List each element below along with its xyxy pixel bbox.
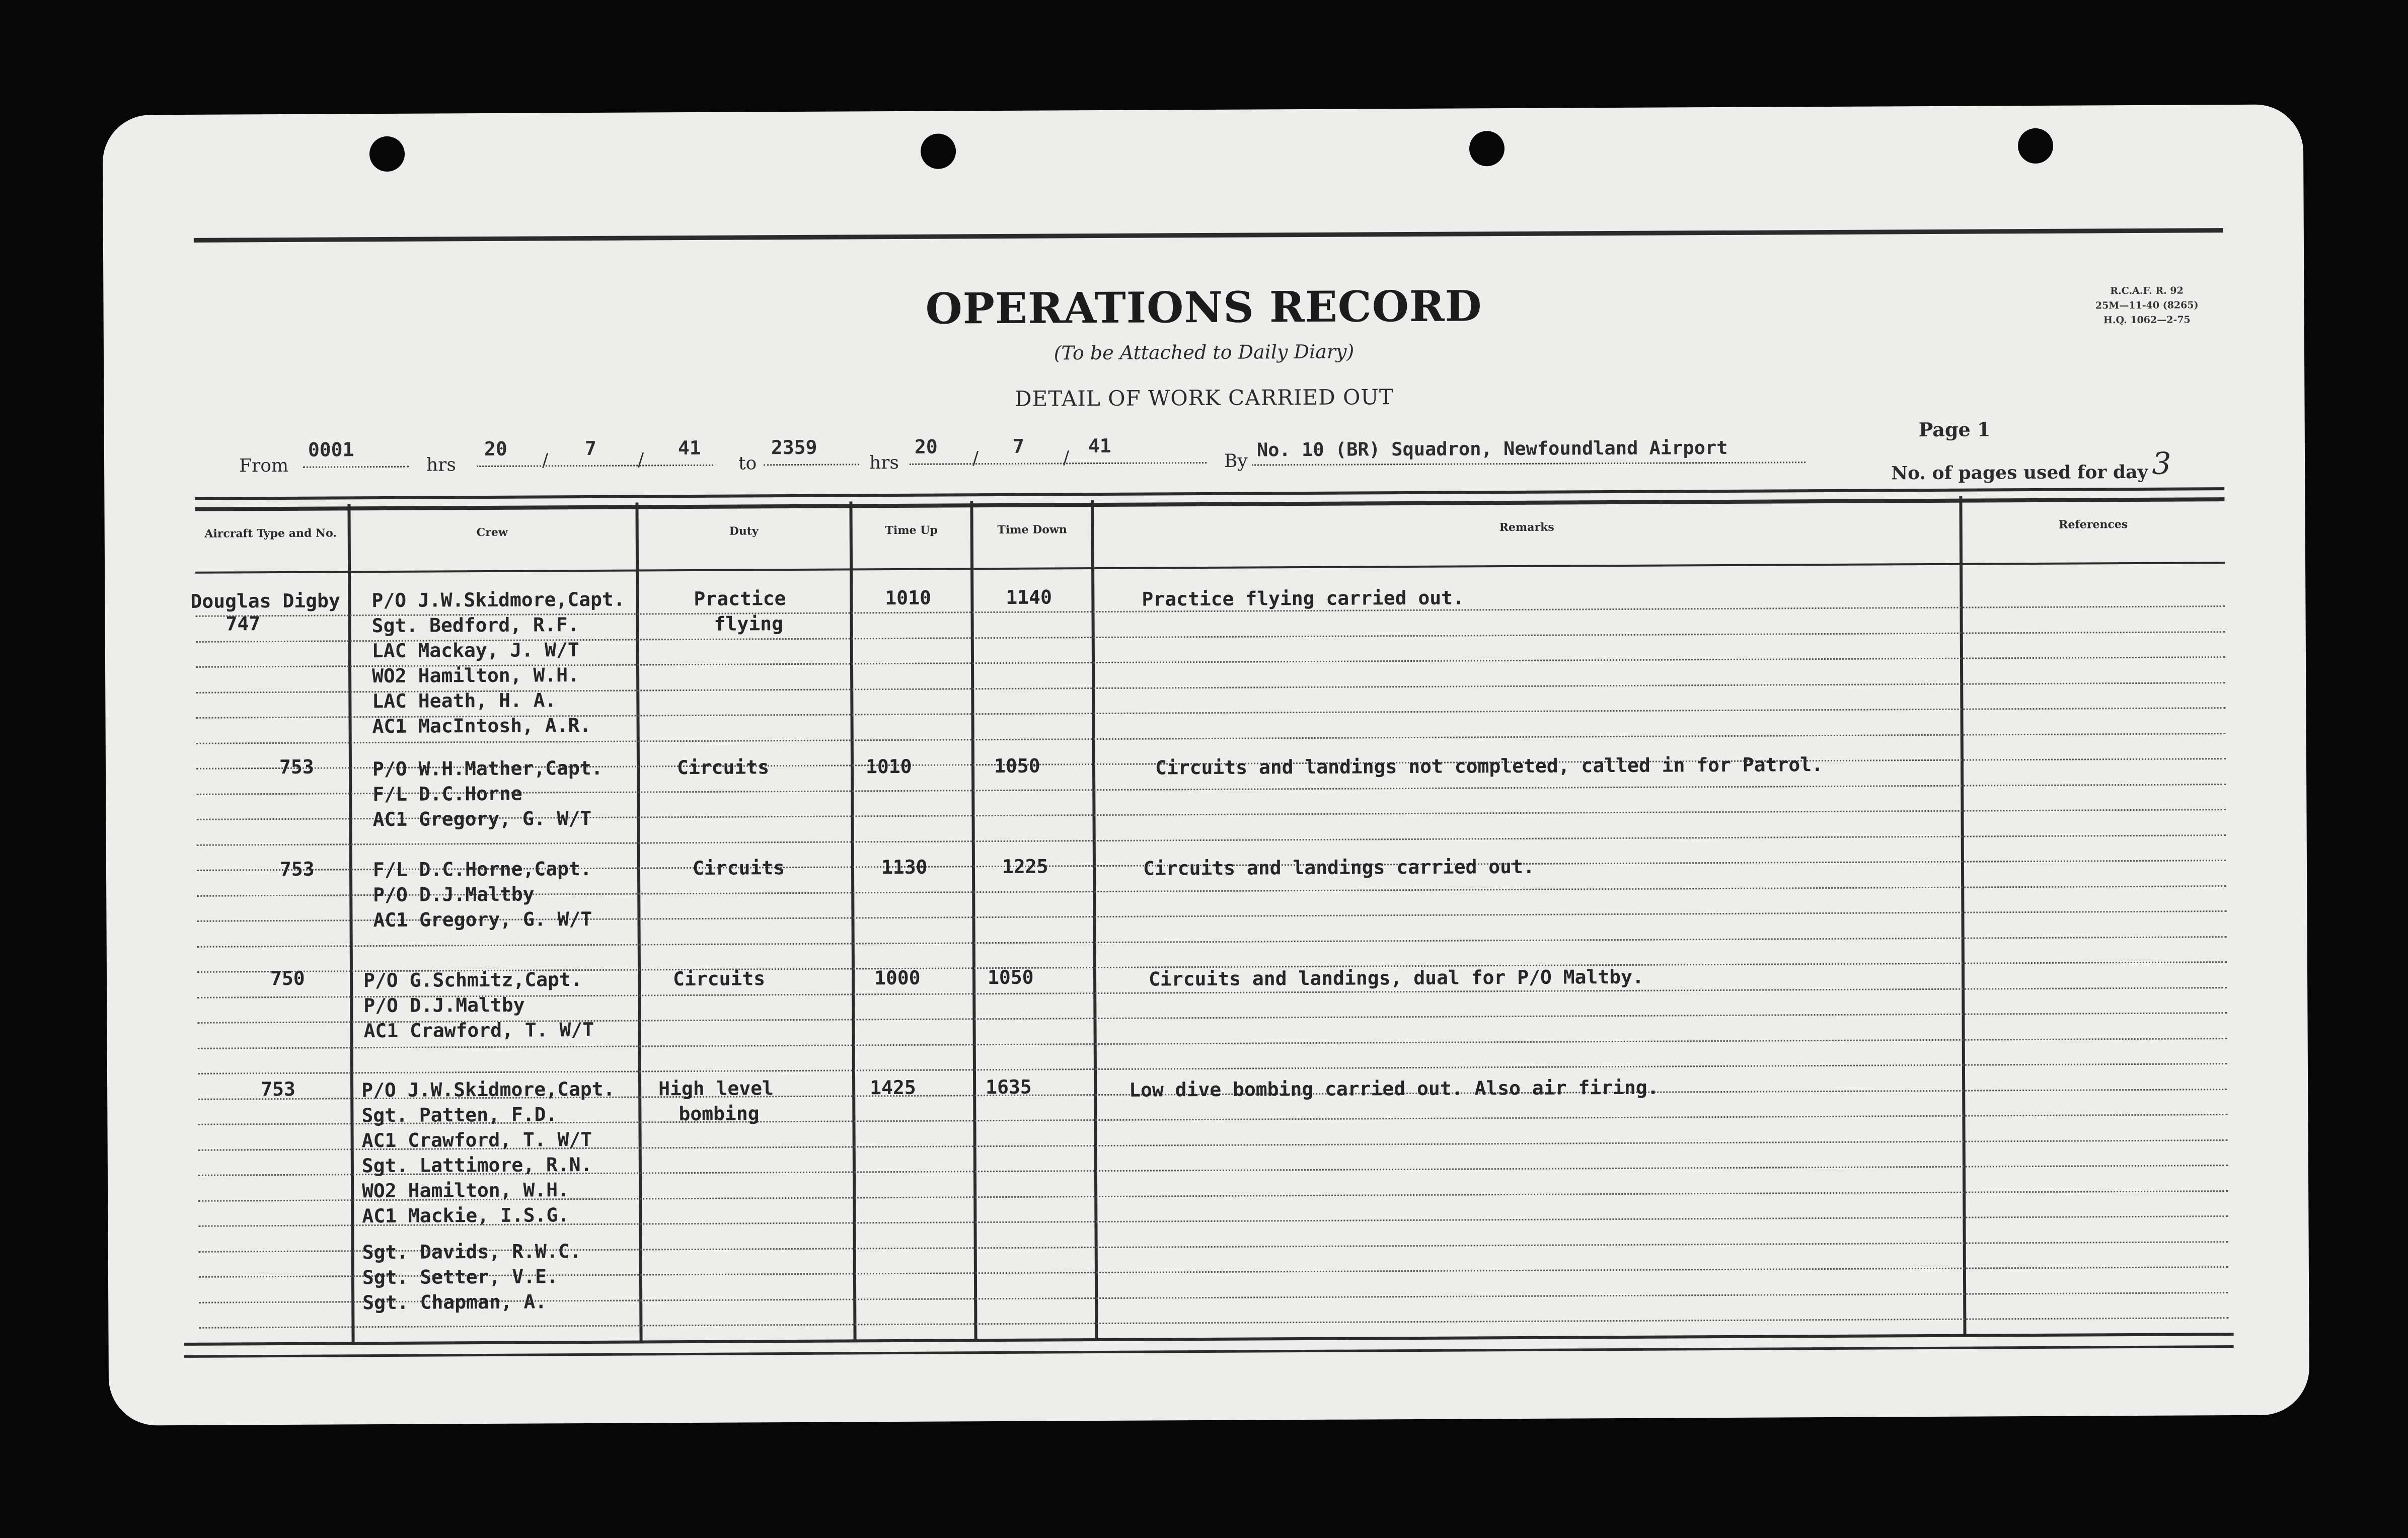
to-label: to xyxy=(738,453,757,474)
time-up: 1425 xyxy=(870,1076,916,1099)
time-down: 1225 xyxy=(1002,855,1048,878)
column-divider xyxy=(849,501,856,1342)
time-down: 1050 xyxy=(994,754,1040,778)
pages-used: No. of pages used for day 3 xyxy=(1891,446,2171,484)
punch-hole xyxy=(2018,128,2053,164)
duty: Circuits xyxy=(676,756,770,779)
remarks: Low dive bombing carried out. Also air firing. xyxy=(1129,1076,1659,1101)
crew-member: P/O G.Schmitz,Capt. xyxy=(363,968,582,992)
col-aircraft-header: Aircraft Type and No. xyxy=(204,526,337,541)
duty: bombing xyxy=(679,1102,760,1125)
duty: flying xyxy=(714,612,784,635)
remarks: Circuits and landings, dual for P/O Maltby. xyxy=(1148,965,1644,990)
punch-hole xyxy=(921,133,956,169)
crew-member: Sgt. Lattimore, R.N. xyxy=(361,1153,592,1177)
crew-member: AC1 MacIntosh, A.R. xyxy=(372,714,591,738)
col-time-down-header: Time Down xyxy=(997,523,1067,537)
crew-member: AC1 Crawford, T. W/T xyxy=(361,1128,592,1152)
column-divider xyxy=(635,503,642,1343)
from-label: From xyxy=(239,455,289,477)
from-year: 41 xyxy=(678,436,701,459)
duty: Practice xyxy=(694,587,786,610)
crew-member: P/O D.J.Maltby xyxy=(363,993,525,1017)
top-rule xyxy=(194,228,2223,243)
form-code: R.C.A.F. R. 92 25M—11-40 (8265) H.Q. 1062—2-75 xyxy=(2095,285,2199,326)
from-time: 0001 xyxy=(308,438,354,461)
crew-member: Sgt. Patten, F.D. xyxy=(361,1103,558,1127)
row-rule xyxy=(197,936,2227,948)
duty: Circuits xyxy=(692,857,785,879)
crew-member: LAC Mackay, J. W/T xyxy=(371,639,579,662)
row-rule xyxy=(197,834,2226,846)
row-rule xyxy=(199,1317,2228,1329)
from-month: 7 xyxy=(584,437,596,460)
crew-member: LAC Heath, H. A. xyxy=(372,689,557,713)
to-month: 7 xyxy=(1012,435,1024,457)
punch-hole xyxy=(369,136,405,172)
aircraft-number: 753 xyxy=(261,1078,295,1101)
col-time-up-header: Time Up xyxy=(885,523,938,537)
aircraft-number: 750 xyxy=(270,967,305,990)
time-up: 1130 xyxy=(881,856,928,879)
time-up: 1010 xyxy=(865,755,912,778)
crew-member: AC1 Gregory, G. W/T xyxy=(373,907,592,932)
col-references-header: References xyxy=(2059,518,2128,531)
by-label: By xyxy=(1224,450,1248,472)
crew-member: P/O D.J.Maltby xyxy=(373,883,535,906)
to-day: 20 xyxy=(914,435,938,458)
column-divider xyxy=(1091,500,1098,1341)
aircraft-number: 753 xyxy=(279,755,314,778)
form-detail-heading: DETAIL OF WORK CARRIED OUT xyxy=(1014,384,1394,411)
row-rule xyxy=(198,1063,2227,1074)
crew-member: F/L D.C.Horne,Capt. xyxy=(372,857,592,881)
crew-member: P/O J.W.Skidmore,Capt. xyxy=(361,1078,615,1102)
unit-name: No. 10 (BR) Squadron, Newfoundland Airport xyxy=(1256,436,1728,461)
crew-member: P/O J.W.Skidmore,Capt. xyxy=(371,588,625,612)
col-remarks-header: Remarks xyxy=(1499,520,1554,534)
column-divider xyxy=(970,501,977,1341)
remarks: Circuits and landings carried out. xyxy=(1143,855,1535,880)
duty: Circuits xyxy=(672,967,766,990)
pages-used-value: 3 xyxy=(2152,446,2171,482)
col-crew-header: Crew xyxy=(476,525,508,540)
aircraft-number: 753 xyxy=(279,858,315,880)
from-day: 20 xyxy=(484,437,507,460)
dotted-row-rules xyxy=(103,104,2303,115)
aircraft-type: Douglas Digby xyxy=(190,589,340,612)
crew-member: AC1 Gregory, G. W/T xyxy=(372,807,592,831)
time-down: 1635 xyxy=(986,1075,1032,1099)
remarks: Circuits and landings not completed, called in for Patrol. xyxy=(1155,753,1824,779)
duty: High level xyxy=(658,1077,774,1100)
crew-member: F/L D.C.Horne xyxy=(372,782,522,806)
crew-member: WO2 Hamilton, W.H. xyxy=(362,1179,570,1202)
crew-member: Sgt. Bedford, R.F. xyxy=(371,613,579,637)
hrs-label: hrs xyxy=(426,454,457,476)
crew-member: P/O W.H.Mather,Capt. xyxy=(372,756,603,781)
crew-member: Sgt. Setter, V.E. xyxy=(362,1265,558,1289)
remarks: Practice flying carried out. xyxy=(1142,586,1465,610)
page-number: Page 1 xyxy=(1918,418,1991,441)
crew-member: Sgt. Davids, R.W.C. xyxy=(362,1240,581,1264)
crew-member: AC1 Crawford, T. W/T xyxy=(363,1018,594,1042)
column-divider xyxy=(347,504,354,1344)
to-year: 41 xyxy=(1088,434,1111,457)
punch-hole xyxy=(1469,131,1504,166)
to-time: 2359 xyxy=(771,436,817,459)
column-divider xyxy=(1959,496,1966,1337)
hrs-label: hrs xyxy=(869,452,899,474)
form-title: OPERATIONS RECORD xyxy=(925,281,1482,334)
crew-member: Sgt. Chapman, A. xyxy=(362,1290,547,1314)
col-duty-header: Duty xyxy=(729,524,759,538)
time-up: 1010 xyxy=(885,586,931,609)
time-down: 1050 xyxy=(987,966,1034,989)
aircraft-number: 747 xyxy=(225,612,261,635)
time-up: 1000 xyxy=(874,966,921,989)
record-card: OPERATIONS RECORD (To be Attached to Daily Diary) DETAIL OF WORK CARRIED OUT R.C.A.F. R. 92 25M—11-40 (8265) H.Q. 1062—2-75 From 0001 hrs 20 / 7 / 41 to 2359 hrs 20 / 7 / 41 By No. 10 (BR) Squadron, Newfoundland Airport Page 1 No. of pages used for day 3 Aircraft Type and No. Crew Duty Time Up Time Down Remarks References Douglas Digby 747 P/O J.W.Skidmore,Capt. Sgt. Bedford, R.F. LAC Mackay, J. W/T WO2 Hamilton, W.H. LAC Heath, H. A. AC1 MacIntosh, A.R. Practice flying 1010 1140 Practice flying carried out. 753 P/O W.H.Mather,Capt. F/L D.C.Horne AC1 Gregory, G. W/T Circuits 1010 1050 Circuits and landings not completed, called in for Patrol. 753 F/L D.C.Horne,Capt. P/O D.J.Maltby AC1 Gregory, G. W/T Circuits 1130 1225 Circuits and landings carried out. 750 P/O G.Schmitz,Capt. P/O D.J.Maltby AC1 Crawford, T. W/T Circuits 1000 1050 Circuits and landings, dual for P/O Maltby. 753 P/O J.W.Skidmore,Capt. Sgt. Patten, F.D. AC1 Crawford, T. W/T Sgt. Lattimore, R.N. WO2 Hamilton, W.H. AC1 Mackie, I.S.G. Sgt. Davids, R.W.C. Sgt. Setter, V.E. Sgt. Chapman, A. High level bombing 1425 1635 Low dive bombing carried out. Also air firing. xyxy=(103,104,2310,1425)
crew-member: WO2 Hamilton, W.H. xyxy=(372,664,580,687)
crew-member: AC1 Mackie, I.S.G. xyxy=(362,1204,570,1227)
form-subtitle: (To be Attached to Daily Diary) xyxy=(1054,340,1354,364)
time-down: 1140 xyxy=(1006,586,1052,608)
